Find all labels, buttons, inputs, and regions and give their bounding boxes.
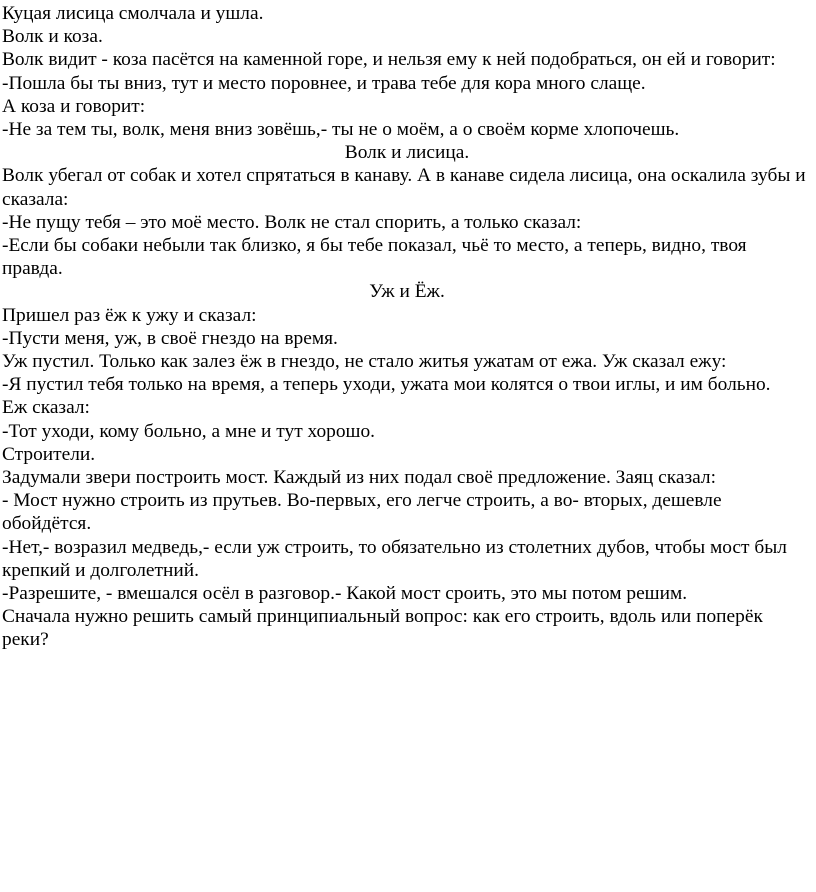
story-title-wolf-and-fox: Волк и лисица. <box>344 142 470 164</box>
paragraph-animals-bridge: Задумали звери построить мост. Каждый из них подал своё предложение. Заяц сказал: <box>2 467 716 489</box>
paragraph-hedgehog-request: -Пусти меня, уж, в своё гнездо на время. <box>2 327 338 349</box>
paragraph-fox-ending: Куцая лисица смолчала и ушла. <box>2 3 264 24</box>
paragraph-hedgehog-reply: -Тот уходи, кому больно, а мне и тут хорошо. <box>2 420 376 442</box>
paragraph-hedgehog-came: Пришел раз ёж к ужу и сказал: <box>2 304 257 326</box>
story-title-wolf-and-goat: Волк и коза. <box>2 26 103 48</box>
paragraph-goat-says: А коза и говорит: <box>2 95 146 117</box>
paragraph-hedgehog-said: Еж сказал: <box>2 397 90 419</box>
paragraph-donkey-question: Сначала нужно решить самый принципиальный вопрос: как его строить, вдоль или поперёк реки? <box>2 606 763 651</box>
paragraph-goat-speech: -Не за тем ты, волк, меня вниз зовёшь,- ты не о моём, а о своём корме хлопочешь. <box>2 119 680 141</box>
paragraph-donkey-speech: -Разрешите, - вмешался осёл в разговор.- Какой мост сроить, это мы потом решим. <box>2 583 688 605</box>
story-title-builders: Строители. <box>2 443 96 465</box>
paragraph-wolf-reply: -Если бы собаки небыли так близко, я бы тебе показал, чьё то место, а теперь, видно, твоя правда. <box>2 235 747 280</box>
paragraph-bear-speech: -Нет,- возразил медведь,- если уж строить, то обязательно из столетних дубов, чтобы мост был крепкий и долголетний. <box>2 536 787 581</box>
paragraph-snake-let-in: Уж пустил. Только как залез ёж в гнездо, не стало житья ужатам от ежа. Уж сказал ежу: <box>2 351 727 373</box>
paragraph-wolf-sees-goat: Волк видит - коза пасётся на каменной горе, и нельзя ему к ней подобраться, он ей и говорит: <box>2 49 776 71</box>
paragraph-snake-speech: -Я пустил тебя только на время, а теперь уходи, ужата мои колятся о твои иглы, и им больно. <box>2 374 771 396</box>
paragraph-wolf-runs: Волк убегал от собак и хотел спрятаться в канаву. А в канаве сидела лисица, она оскалила зубы и сказала: <box>2 165 806 210</box>
paragraph-hare-speech: - Мост нужно строить из прутьев. Во-первых, его легче строить, а во- вторых, дешевле обойдётся. <box>2 490 722 535</box>
story-title-snake-and-hedgehog: Уж и Ёж. <box>369 281 445 303</box>
paragraph-wolf-speech: -Пошла бы ты вниз, тут и место поровнее, и трава тебе для кора много слаще. <box>2 72 646 94</box>
paragraph-fox-speech: -Не пущу тебя – это моё место. Волк не стал спорить, а только сказал: <box>2 211 582 233</box>
